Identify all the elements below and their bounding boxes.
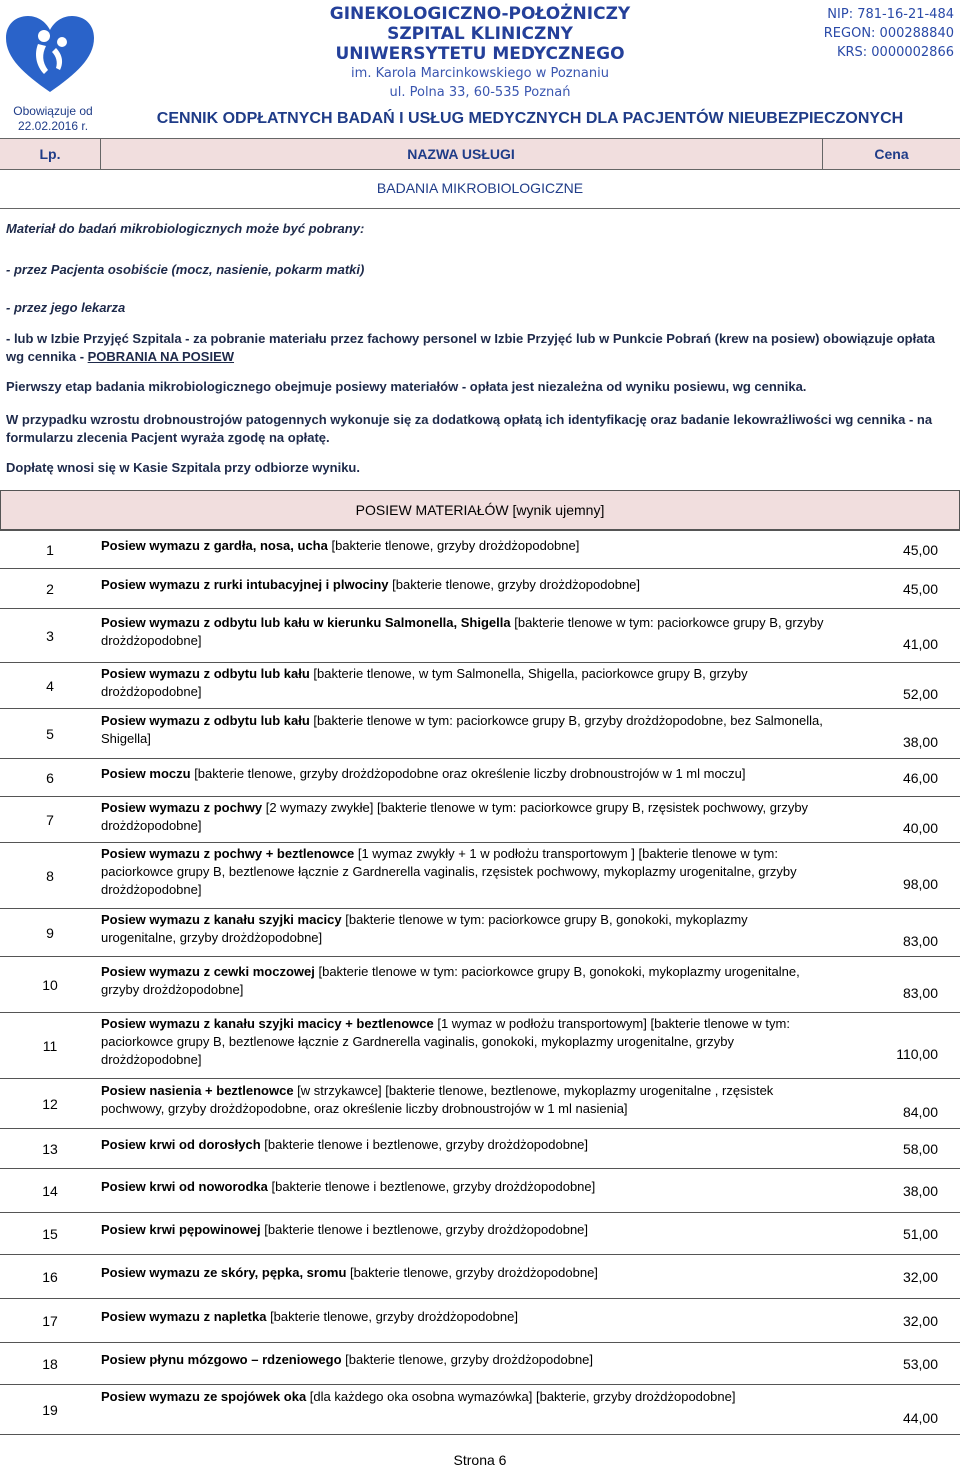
krs: KRS: 0000002866	[836, 45, 954, 60]
table-row	[0, 662, 960, 709]
valid-from	[6, 104, 100, 134]
row-number: 18	[42, 1356, 58, 1372]
service-price: 32,00	[902, 1313, 938, 1329]
row-number: 13	[42, 1141, 58, 1157]
table-row	[0, 956, 960, 1013]
service-name-bold: Posiew wymazu ze skóry, pępka, sromu	[101, 1265, 347, 1280]
row-number: 4	[46, 678, 54, 694]
row-number: 16	[42, 1269, 58, 1285]
hospital-address: ul. Polna 33, 60-535 Poznań	[389, 85, 571, 100]
intro-line-4	[6, 330, 956, 366]
subsection-title: POSIEW MATERIAŁÓW [wynik ujemny]	[0, 490, 960, 530]
table-row	[0, 1298, 960, 1343]
table-row	[0, 796, 960, 843]
table-row	[0, 758, 960, 797]
column-price: Cena	[874, 146, 909, 162]
service-price: 58,00	[902, 1141, 938, 1157]
service-details: [bakterie tlenowe, grzyby drożdżopodobne oraz określenie liczby drobnoustrojów w 1 ml moczu]	[190, 766, 746, 781]
service-price: 46,00	[902, 770, 938, 786]
hospital-patron: im. Karola Marcinkowskiego w Poznaniu	[351, 66, 609, 81]
service-name-bold: Posiew krwi od dorosłych	[101, 1137, 261, 1152]
table-row	[0, 1212, 960, 1255]
service-name-bold: Posiew wymazu z pochwy	[101, 800, 263, 815]
service-name	[101, 665, 826, 701]
page-number: Strona 6	[453, 1452, 507, 1468]
service-price: 83,00	[902, 933, 938, 949]
table-row	[0, 608, 960, 663]
service-details: [w strzykawce] [bakterie tlenowe, beztlenowe, mykoplazmy urogenitalne , rzęsistek pochwowy, grzyby drożdżopodobne, oraz określenie liczby drobnoustrojów w 1 ml nasienia]	[101, 1083, 774, 1116]
service-name	[101, 712, 826, 748]
service-name	[101, 799, 826, 835]
service-name-bold: Posiew wymazu z pochwy + beztlenowce	[101, 846, 355, 861]
service-price: 45,00	[902, 542, 938, 558]
intro-line-7: Dopłatę wnosi się w Kasie Szpitala przy odbiorze wyniku.	[6, 460, 360, 475]
service-name-bold: Posiew moczu	[101, 766, 191, 781]
service-details: [bakterie tlenowe i beztlenowe, grzyby drożdżopodobne]	[260, 1137, 589, 1152]
service-price: 110,00	[896, 1046, 938, 1062]
table-row	[0, 1012, 960, 1079]
service-name-bold: Posiew płynu mózgowo – rdzeniowego	[101, 1352, 342, 1367]
service-name	[101, 614, 826, 650]
pobrania-link[interactable]: POBRANIA NA POSIEW	[87, 349, 235, 364]
row-number: 15	[42, 1226, 58, 1242]
table-row	[0, 1128, 960, 1169]
service-name	[101, 1388, 826, 1406]
service-price: 44,00	[902, 1410, 938, 1426]
service-name-bold: Posiew krwi od noworodka	[101, 1179, 268, 1194]
service-details: [bakterie tlenowe, grzyby drożdżopodobne]	[266, 1309, 518, 1324]
service-name-bold: Posiew wymazu z kanału szyjki macicy + beztlenowce	[101, 1016, 434, 1031]
intro-line-4-text: - lub w Izbie Przyjęć Szpitala - za pobranie materiału przez fachowy personel w Izbie Przyjęć lub w Punkcie Pobrań (krew na posiew) obowiązuje opłata wg cennika -	[6, 331, 935, 364]
row-number: 6	[46, 770, 54, 786]
service-price: 38,00	[902, 734, 938, 750]
service-name	[101, 963, 826, 999]
service-name	[101, 845, 826, 899]
table-row	[0, 1384, 960, 1435]
table-row	[0, 530, 960, 569]
service-price: 51,00	[902, 1226, 938, 1242]
service-price: 83,00	[902, 985, 938, 1001]
column-name: NAZWA USŁUGI	[407, 146, 515, 162]
hospital-line-2: SZPITAL KLINICZNY	[387, 24, 573, 44]
regon: REGON: 000288840	[823, 26, 954, 41]
table-row	[0, 1078, 960, 1129]
valid-date: 22.02.2016 r.	[17, 119, 89, 133]
table-row	[0, 1254, 960, 1299]
row-number: 5	[46, 726, 54, 742]
service-details: [1 wymaz zwykły + 1 w podłożu transportowym ] [bakterie tlenowe w tym: paciorkowce grupy B, beztlenowe łącznie z Gardnerella vaginalis, rzęsistek pochwowy, mykoplazmy urogenitalne, grzyby drożdżopodobne]	[101, 846, 797, 897]
hospital-line-3: UNIWERSYTETU MEDYCZNEGO	[335, 44, 625, 64]
intro-line-6: W przypadku wzrostu drobnoustrojów patogennych wykonuje się za dodatkową opłatą ich identyfikację oraz badanie lekowrażliwości wg cennika - na formularzu zlecenia Pacjent wyraża zgodę na opłatę.	[6, 412, 933, 445]
row-number: 3	[46, 628, 54, 644]
table-row	[0, 568, 960, 609]
page-title: CENNIK ODPŁATNYCH BADAŃ I USŁUG MEDYCZNYCH DLA PACJENTÓW NIEUBEZPIECZONYCH	[156, 110, 904, 127]
service-price: 45,00	[902, 581, 938, 597]
row-number: 14	[42, 1183, 58, 1199]
service-details: [bakterie tlenowe, grzyby drożdżopodobne]	[388, 577, 641, 592]
service-name-bold: Posiew nasienia + beztlenowce	[101, 1083, 294, 1098]
service-name	[101, 537, 826, 555]
service-name-bold: Posiew wymazu z odbytu lub kału w kierunku Salmonella, Shigella	[101, 615, 511, 630]
service-details: [bakterie tlenowe w tym: paciorkowce grupy B, grzyby drożdżopodobne, bez Salmonella, Shigella]	[101, 713, 823, 746]
table-row	[0, 708, 960, 759]
service-details: [1 wymaz w podłożu transportowym] [bakterie tlenowe w tym: paciorkowce grupy B, beztlenowe łącznie z Gardnerella vaginalis, gonokoki, mykoplazmy urogenitalne, grzyby drożdżopodobne]	[101, 1016, 790, 1067]
service-name	[101, 1308, 826, 1326]
intro-line-3: - przez jego lekarza	[6, 300, 126, 315]
service-details: [dla każdego oka osobna wymazówka] [bakterie, grzyby drożdżopodobne]	[306, 1389, 736, 1404]
row-number: 9	[46, 925, 54, 941]
service-details: [bakterie tlenowe w tym: paciorkowce grupy B, grzyby drożdżopodobne]	[101, 615, 824, 648]
row-number: 8	[46, 868, 54, 884]
table-header	[0, 138, 960, 170]
table-bottom-border	[0, 1434, 960, 1435]
intro-line-1: Materiał do badań mikrobiologicznych może być pobrany:	[6, 221, 365, 236]
service-details: [bakterie tlenowe, grzyby drożdżopodobne]	[341, 1352, 594, 1367]
service-price: 40,00	[902, 820, 938, 836]
service-name	[101, 1015, 826, 1069]
row-number: 19	[42, 1402, 58, 1418]
service-price: 38,00	[902, 1183, 938, 1199]
hospital-logo-icon	[4, 14, 96, 94]
service-name	[101, 765, 826, 783]
service-name	[101, 1264, 826, 1282]
service-name	[101, 1136, 826, 1154]
table-row	[0, 1342, 960, 1385]
row-number: 12	[42, 1096, 58, 1112]
service-name-bold: Posiew wymazu ze spojówek oka	[101, 1389, 307, 1404]
intro-line-2: - przez Pacjenta osobiście (mocz, nasienie, pokarm matki)	[6, 262, 365, 277]
table-row	[0, 908, 960, 957]
table-row	[0, 1168, 960, 1213]
service-name	[101, 1351, 826, 1369]
service-name	[101, 1221, 826, 1239]
service-details: [bakterie tlenowe i beztlenowe, grzyby drożdżopodobne]	[267, 1179, 596, 1194]
intro-line-5: Pierwszy etap badania mikrobiologicznego obejmuje posiewy materiałów - opłata jest niezależna od wyniku posiewu, wg cennika.	[6, 379, 807, 394]
service-details: [bakterie tlenowe, grzyby drożdżopodobne]	[327, 538, 580, 553]
row-number: 2	[46, 581, 54, 597]
service-price: 32,00	[902, 1269, 938, 1285]
row-number: 7	[46, 812, 54, 828]
service-name-bold: Posiew wymazu z odbytu lub kału	[101, 713, 310, 728]
service-name-bold: Posiew wymazu z cewki moczowej	[101, 964, 315, 979]
service-details: [bakterie tlenowe, grzyby drożdżopodobne]	[346, 1265, 598, 1280]
service-details: [bakterie tlenowe w tym: paciorkowce grupy B, gonokoki, mykoplazmy urogenitalne, grzyby drożdżopodobne]	[101, 912, 748, 945]
service-details: [bakterie tlenowe w tym: paciorkowce grupy B, gonokoki, mykoplazmy urogenitalne, grzyby drożdżopodobne]	[101, 964, 800, 997]
row-number: 17	[42, 1313, 58, 1329]
service-name	[101, 911, 826, 947]
service-price: 53,00	[902, 1356, 938, 1372]
service-details: [2 wymazy zwykłe] [bakterie tlenowe w tym: paciorkowce grupy B, rzęsistek pochwowy, grzyby drożdżopodobne]	[101, 800, 809, 833]
nip: NIP: 781-16-21-484	[827, 7, 954, 22]
row-number: 10	[42, 977, 58, 993]
service-name	[101, 1082, 826, 1118]
service-name-bold: Posiew wymazu z kanału szyjki macicy	[101, 912, 342, 927]
service-details: [bakterie tlenowe, w tym Salmonella, Shigella, paciorkowce grupy B, grzyby drożdżopodobne]	[101, 666, 748, 699]
service-name-bold: Posiew wymazu z rurki intubacyjnej i plwociny	[101, 577, 389, 592]
hospital-name	[250, 4, 710, 102]
valid-label: Obowiązuje od	[13, 104, 93, 118]
service-name-bold: Posiew wymazu z napletka	[101, 1309, 267, 1324]
service-name-bold: Posiew wymazu z gardła, nosa, ucha	[101, 538, 328, 553]
row-number: 1	[46, 542, 54, 558]
section-title: BADANIA MIKROBIOLOGICZNE	[0, 168, 960, 209]
hospital-line-1: GINEKOLOGICZNO-POŁOŻNICZY	[329, 4, 631, 24]
service-details: [bakterie tlenowe i beztlenowe, grzyby drożdżopodobne]	[260, 1222, 589, 1237]
hospital-ids	[824, 5, 954, 62]
service-name	[101, 576, 826, 594]
service-name-bold: Posiew krwi pępowinowej	[101, 1222, 261, 1237]
table-row	[0, 842, 960, 909]
service-name	[101, 1178, 826, 1196]
row-number: 11	[42, 1038, 58, 1054]
service-price: 52,00	[902, 686, 938, 702]
service-price: 84,00	[902, 1104, 938, 1120]
service-price: 41,00	[902, 636, 938, 652]
column-lp: Lp.	[39, 146, 61, 162]
service-name-bold: Posiew wymazu z odbytu lub kału	[101, 666, 310, 681]
service-price: 98,00	[902, 876, 938, 892]
